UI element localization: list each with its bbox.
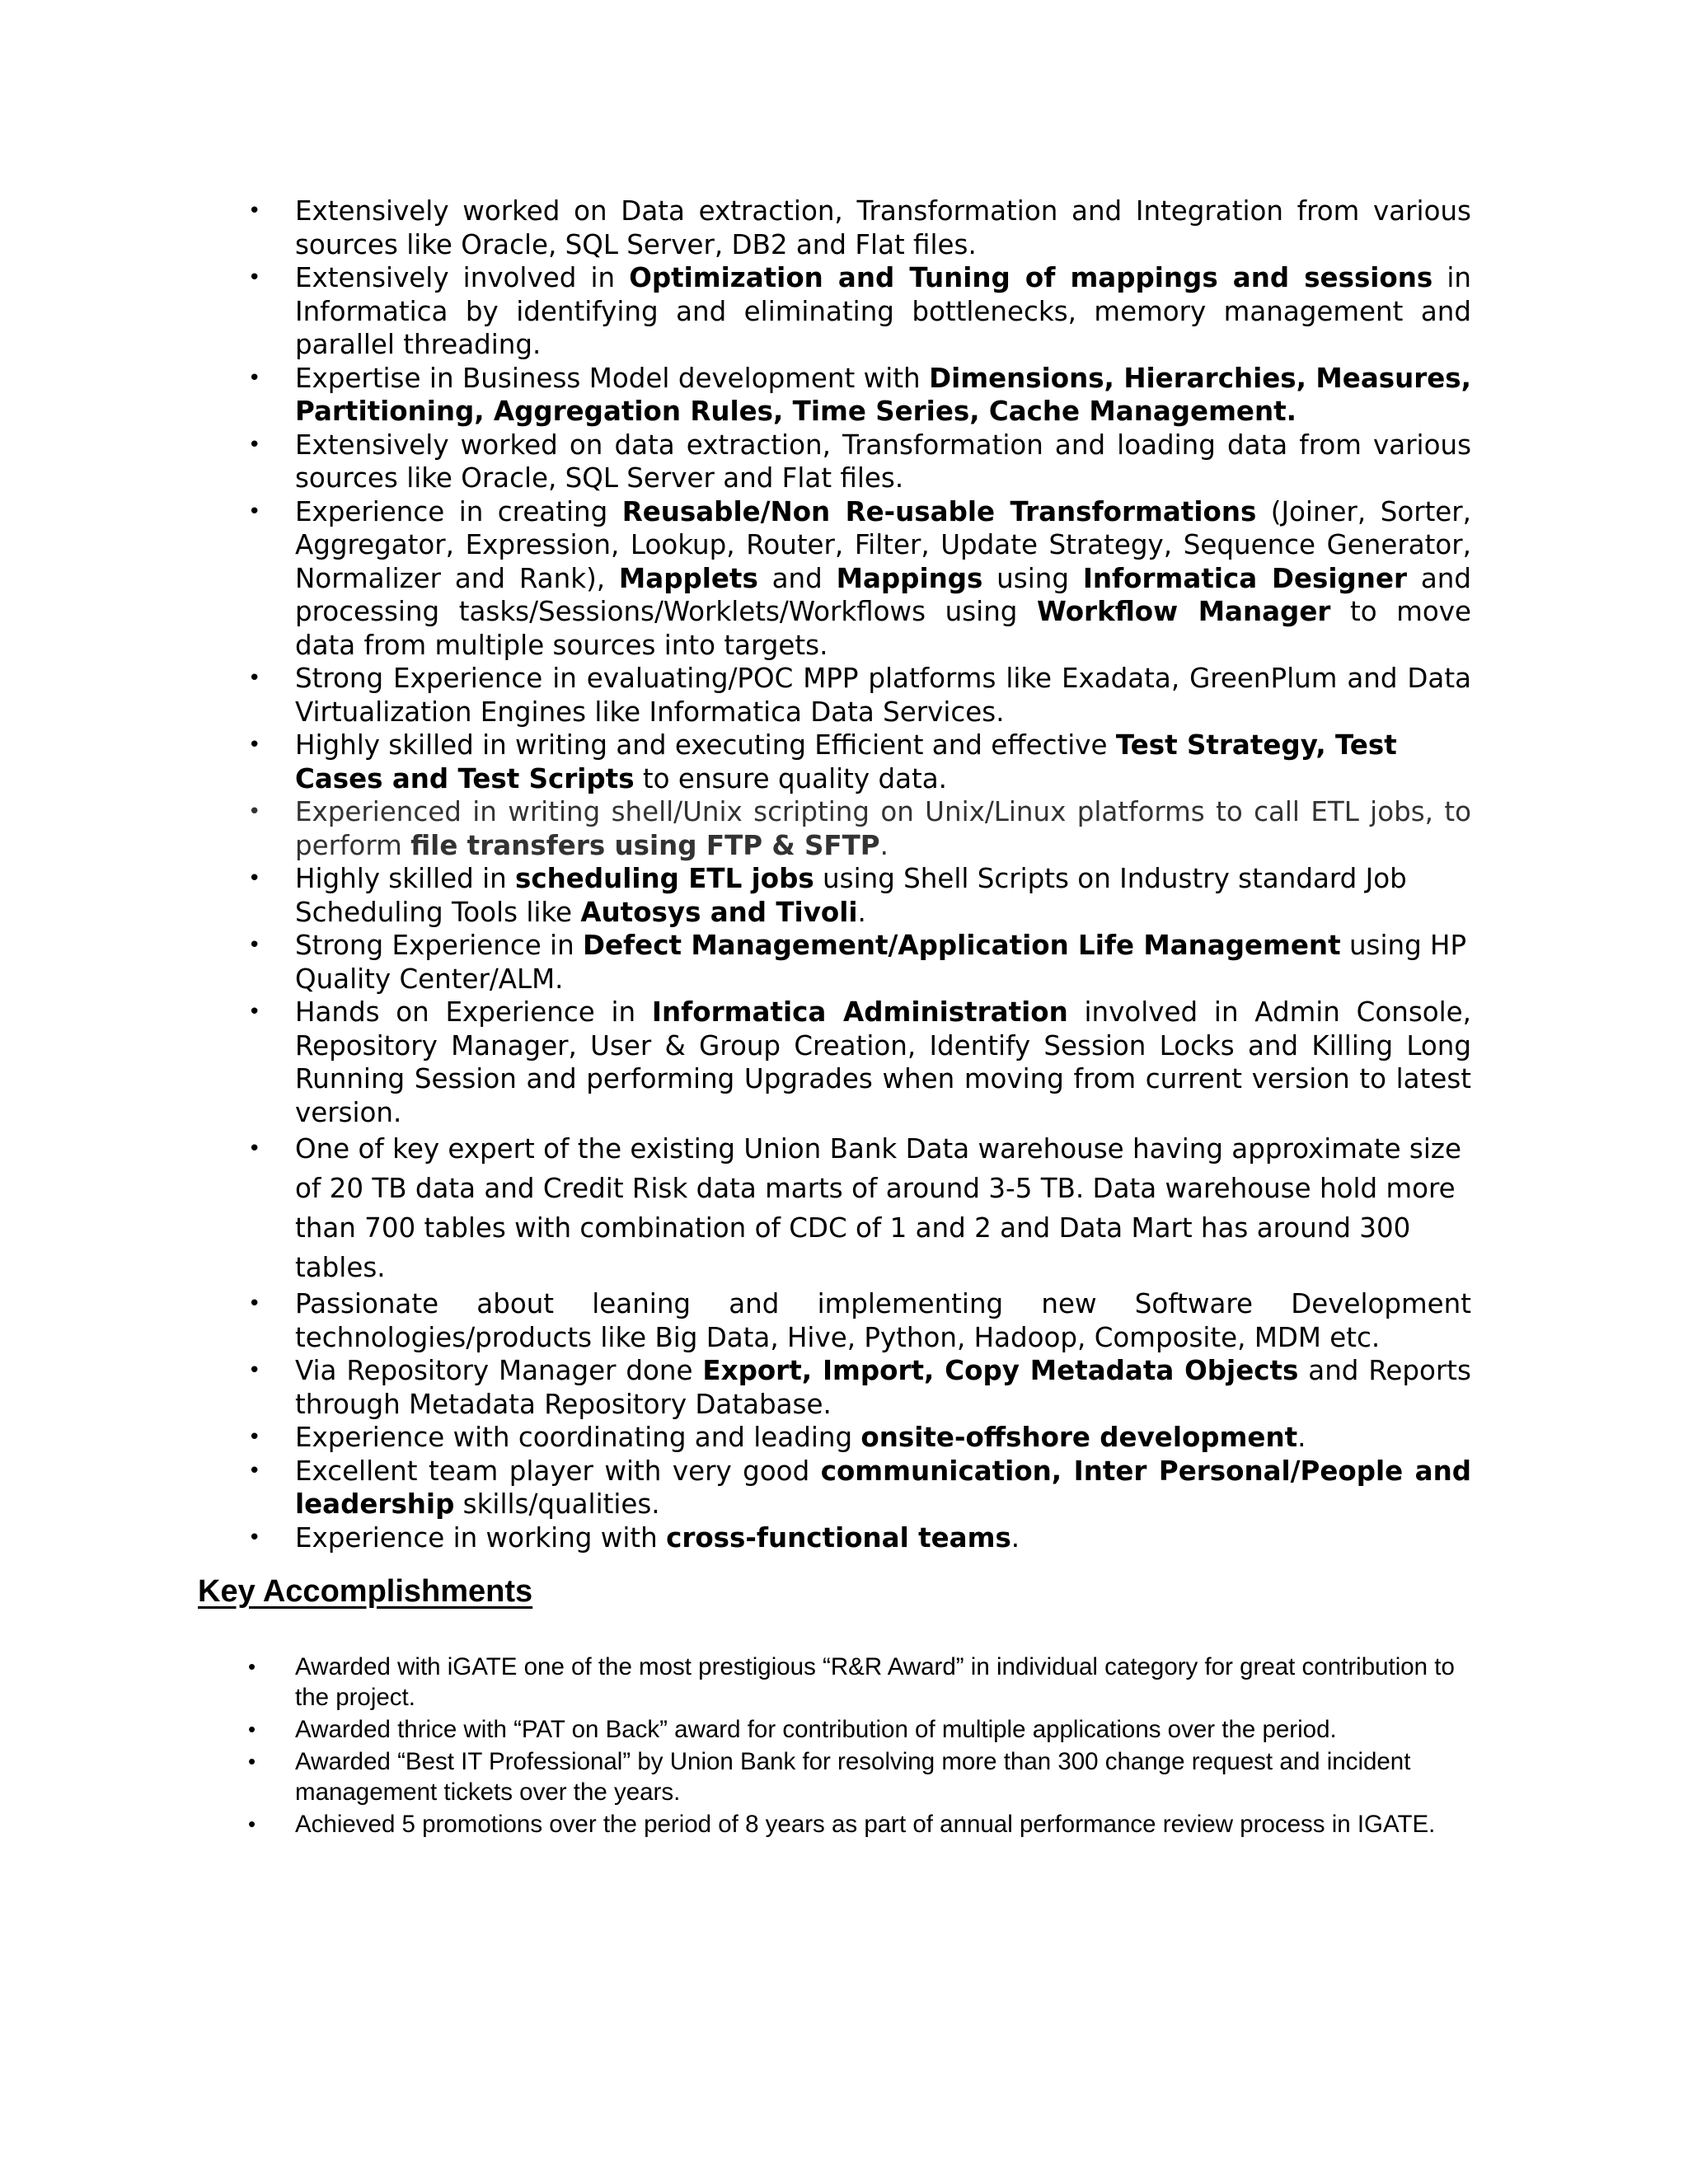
bullet-dot-icon: • <box>248 666 261 691</box>
key-accomplishments-heading: Key Accomplishments <box>198 1574 533 1609</box>
skill-bullet: • Extensively involved in Optimization and Tuning of mappings and sessions in Informatica by identifying and eliminating bottlenecks, memory management and parallel threading. <box>248 262 1472 360</box>
bullet-dot-icon: • <box>248 799 261 824</box>
skill-bullet: • Highly skilled in scheduling ETL jobs using Shell Scripts on Industry standard Job Scheduling Tools like Autosys and Tivoli. <box>248 863 1407 928</box>
skill-bullet: • Strong Experience in Defect Management/Application Life Management using HP Quality Center/ALM. <box>248 930 1467 995</box>
skill-bullet: • Experience in working with cross-functional teams. <box>248 1521 1020 1554</box>
skill-bullet: • Via Repository Manager done Export, Import, Copy Metadata Objects and Reports through Metadata Repository Database. <box>248 1355 1471 1420</box>
skill-bullet: • Extensively worked on Data extraction, Transformation and Integration from various sources like Oracle, SQL Server, DB2 and Flat files. <box>248 195 1471 260</box>
bullet-dot-icon: • <box>248 199 261 223</box>
bullet-dot-icon: • <box>248 733 261 757</box>
accomplishments-list <box>243 1652 1475 1841</box>
bullet-dot-icon: • <box>248 1749 256 1774</box>
skill-bullet: • Experience with coordinating and leading onsite-offshore development. <box>248 1422 1306 1453</box>
bullet-dot-icon: • <box>248 1000 261 1024</box>
bullet-dot-icon: • <box>248 1425 261 1450</box>
bullet-dot-icon: • <box>248 933 261 958</box>
accomplishment-item: • Awarded thrice with “PAT on Back” award for contribution of multiple applications over the period. <box>248 1716 1337 1743</box>
accomplishment-item: • Achieved 5 promotions over the period of 8 years as part of annual performance review process in IGATE. <box>248 1811 1436 1838</box>
bullet-dot-icon: • <box>248 499 261 524</box>
skill-bullet: • Experienced in writing shell/Unix scripting on Unix/Linux platforms to call ETL jobs, to perform file transfers using FTP & SFTP. <box>248 796 1471 861</box>
skill-bullet: • Experience in creating Reusable/Non Re-usable Transformations (Joiner, Sorter, Aggregator, Expression, Lookup, Router, Filter, Update Strategy, Sequence Generator, Normalizer and Rank), Mapplets and Mappings using Informatica Designer and processing tasks/Sessions/Worklets/Workflows using Workflow Manager to move data from multiple sources into targets. <box>248 495 1472 661</box>
bullet-dot-icon: • <box>248 866 261 891</box>
accomplishment-item: • Awarded with iGATE one of the most prestigious “R&R Award” in individual category for great contribution to the project. <box>248 1653 1455 1711</box>
skill-bullet: • Expertise in Business Model development with Dimensions, Hierarchies, Measures, Partitioning, Aggregation Rules, Time Series, Cache Management. <box>248 362 1471 427</box>
bullet-dot-icon: • <box>248 365 261 391</box>
bullet-dot-icon: • <box>248 1358 261 1383</box>
bullet-dot-icon: • <box>248 432 261 457</box>
bullet-dot-icon: • <box>248 1717 256 1741</box>
skill-bullet: • One of key expert of the existing Union Bank Data warehouse having approximate size of 20 TB data and Credit Risk data marts of around 3-5 TB. Data warehouse hold more than 700 tables with combination of CDC of 1 and 2 and Data Mart has around 300 tables. <box>243 1129 1471 1287</box>
skill-bullet: • Passionate about leaning and implementing new Software Development technologies/products like Big Data, Hive, Python, Hadoop, Composite, MDM etc. <box>248 1288 1471 1353</box>
skill-bullet: • Highly skilled in writing and executing Efficient and effective Test Strategy, Test Cases and Test Scripts to ensure quality data. <box>248 729 1397 794</box>
bullet-dot-icon: • <box>248 1654 256 1679</box>
bullet-dot-icon: • <box>248 1811 256 1836</box>
skill-bullet: • Strong Experience in evaluating/POC MPP platforms like Exadata, GreenPlum and Data Virtualization Engines like Informatica Data Services. <box>248 663 1471 728</box>
bullet-dot-icon: • <box>248 1525 261 1550</box>
skill-bullet: • Excellent team player with very good communication, Inter Personal/People and leadership skills/qualities. <box>248 1455 1471 1520</box>
bullet-dot-icon: • <box>248 1137 261 1161</box>
accomplishment-item: • Awarded “Best IT Professional” by Union Bank for resolving more than 300 change request and incident management tickets over the years. <box>248 1748 1411 1806</box>
skills-bullet-list <box>243 194 1471 1554</box>
bullet-dot-icon: • <box>248 1458 261 1483</box>
bullet-dot-icon: • <box>248 1291 261 1316</box>
bullet-dot-icon: • <box>248 265 261 290</box>
skill-bullet: • Hands on Experience in Informatica Administration involved in Admin Console, Repository Manager, User & Group Creation, Identify Session Locks and Killing Long Running Session and performing Upgrades when moving from current version to latest version. <box>248 996 1471 1128</box>
skill-bullet: • Extensively worked on data extraction, Transformation and loading data from various sources like Oracle, SQL Server and Flat files. <box>248 429 1471 494</box>
